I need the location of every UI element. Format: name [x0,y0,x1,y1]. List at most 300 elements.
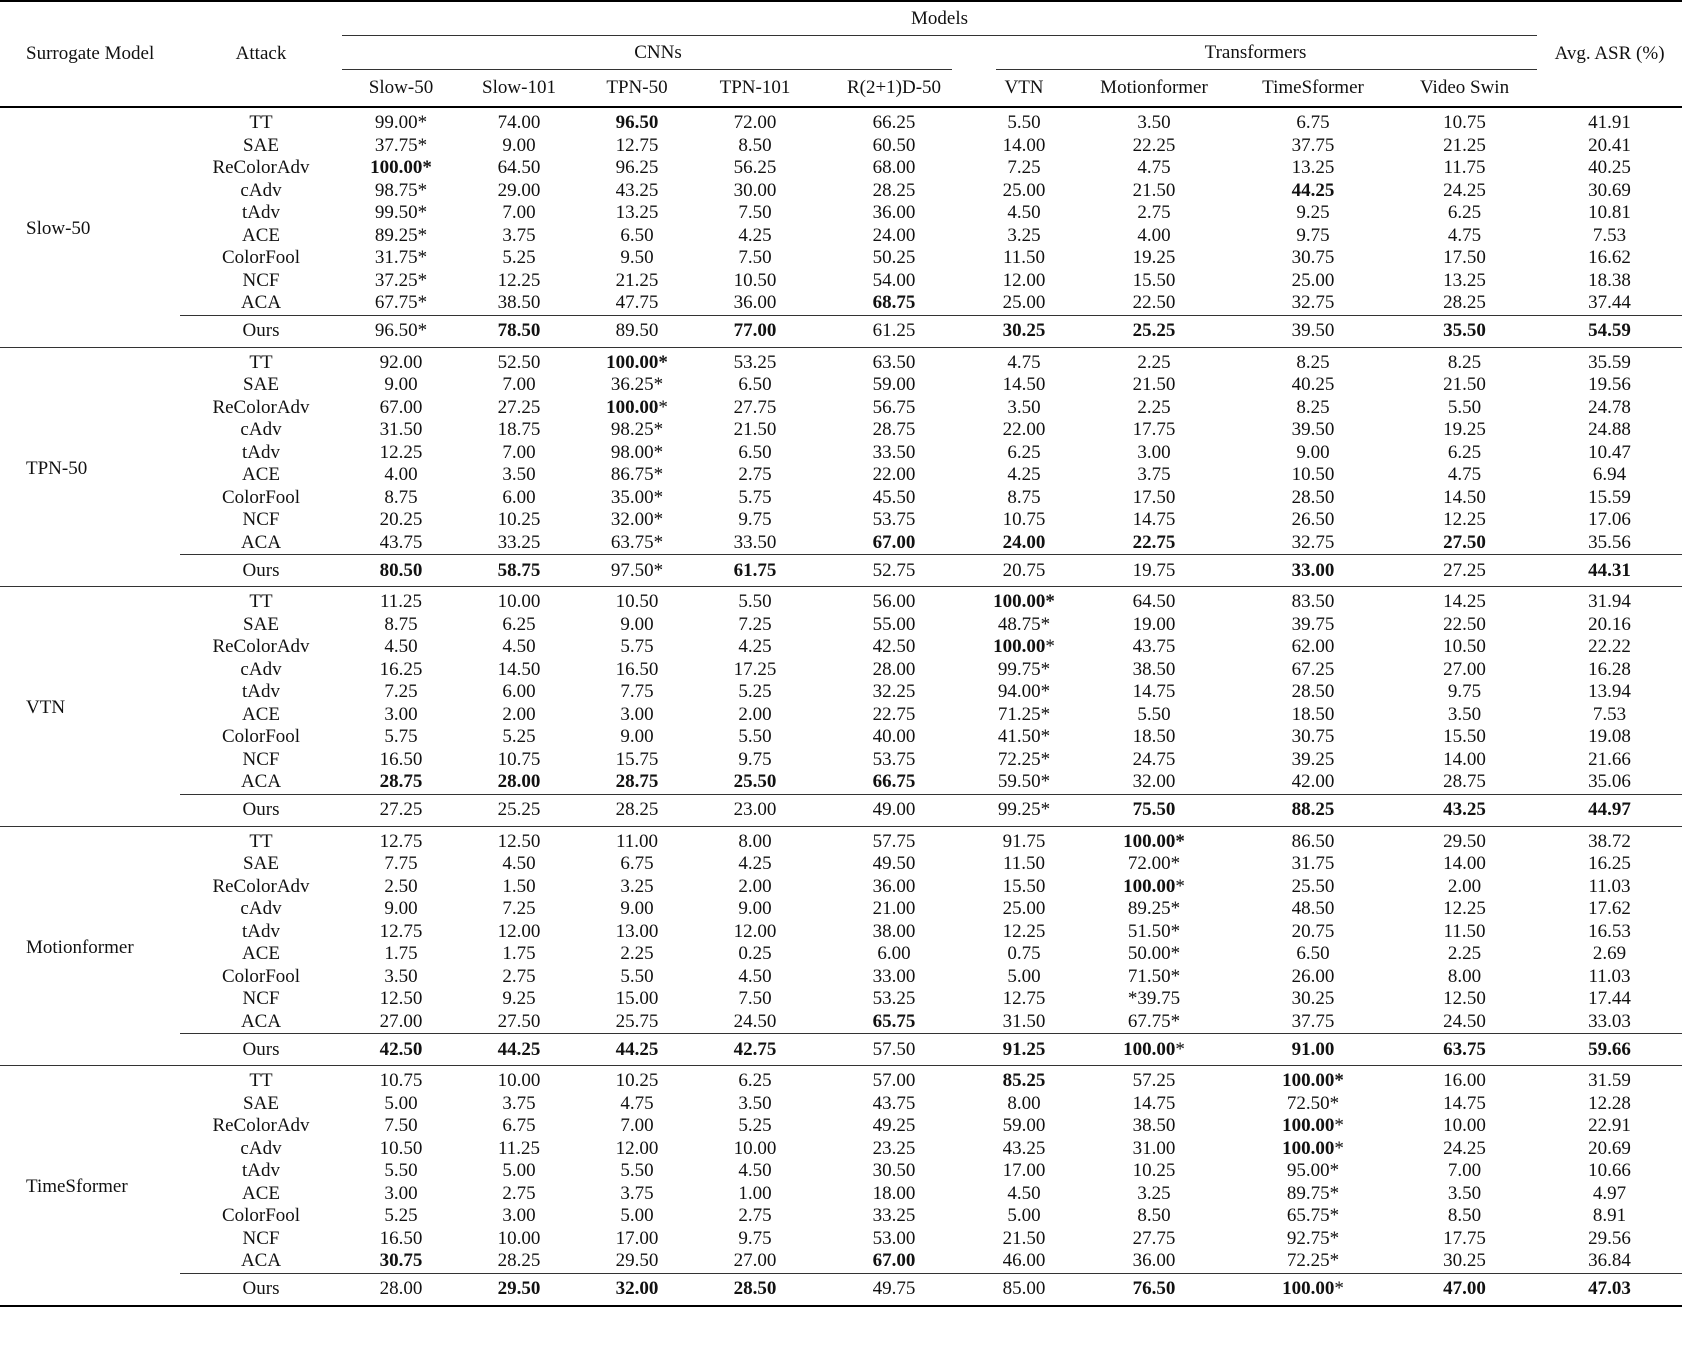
header-models: Models [342,1,1537,36]
asr-cell: 20.75 [974,555,1074,587]
asr-cell: 28.00 [497,771,541,793]
asr-cell: 64.50 [497,157,541,179]
asr-cell: 38.50 [1132,1115,1176,1137]
asr-cell: 98.75* [374,179,428,201]
asterisk-marker: * [1175,875,1185,897]
asr-cell: 10.25 [615,1070,659,1092]
asr-cell: 8.25 [1447,351,1482,373]
table-row [0,1066,1682,1093]
asr-cell: 99.25* [974,794,1074,826]
asr-cell: 15.75 [615,748,659,770]
asr-cell [1074,1034,1234,1066]
asr-cell: 28.25 [578,794,696,826]
table-row [0,442,1682,465]
asr-cell: 32.00 [578,1273,696,1306]
asterisk-marker: * [1334,1278,1344,1299]
asr-cell: 6.50 [738,441,772,463]
asr-cell: 100.00* [1123,830,1185,852]
attack-label: Ours [180,1034,342,1066]
asr-cell: 2.75 [738,1205,772,1227]
asr-cell: 100.00* [370,157,432,179]
asr-cell: 10.25 [497,509,541,531]
asr-cell: 67.25 [1291,658,1335,680]
asr-cell: 3.50 [1007,396,1041,418]
attack-label: tAdv [242,1160,280,1182]
avg-asr-cell: 13.94 [1588,681,1631,703]
asr-cell: 98.00* [610,441,664,463]
asr-cell: 12.75 [615,134,659,156]
table-row [0,1138,1682,1161]
asr-cell: 97.50* [578,555,696,587]
attack-label: cAdv [240,1137,282,1159]
asr-cell: 15.00 [615,988,659,1010]
attack-label: ACA [240,292,282,314]
asr-cell: 12.00 [733,920,777,942]
surrogate-model-label: VTN [0,587,180,827]
asr-cell: 15.50 [1443,726,1486,748]
asr-cell: 10.00 [497,1227,541,1249]
asr-cell: 65.75* [1286,1205,1340,1227]
asr-cell: 31.75* [374,247,428,269]
asr-cell: 94.00* [997,681,1051,703]
asr-cell: 25.25 [460,794,578,826]
asr-cell: 66.75 [872,771,916,793]
asr-cell: 3.50 [1137,112,1171,134]
asr-cell: 10.50 [733,269,777,291]
attack-label: tAdv [242,202,280,224]
asr-cell: 2.75 [502,965,536,987]
asr-cell: 7.00 [1447,1160,1482,1182]
asr-cell: 12.50 [379,988,423,1010]
asr-cell: 100.00* [1282,1070,1344,1092]
attack-label: ACA [240,1250,282,1272]
asr-cell: 5.50 [384,1160,418,1182]
asr-cell: 44.25 [460,1034,578,1066]
table-row [0,826,1682,853]
asr-cell: 8.25 [1296,351,1330,373]
asr-cell: 11.75 [1443,157,1486,179]
asr-cell: 10.50 [1291,464,1335,486]
asr-cell: 6.75 [620,853,654,875]
asr-cell: 13.25 [1291,157,1335,179]
table-row [0,347,1682,374]
table-row [0,107,1682,135]
asr-cell: 46.00 [1002,1250,1046,1272]
asr-cell: 18.75 [497,419,541,441]
asr-cell: 17.75 [1443,1227,1486,1249]
asr-cell: 9.00 [1296,441,1330,463]
asr-cell: 50.25 [872,247,916,269]
asr-cell: 36.00 [733,292,777,314]
asr-cell: 4.75 [1007,351,1041,373]
asr-cell: 5.75 [620,636,654,658]
attack-label: ACE [242,943,280,965]
asr-cell: 28.75 [379,771,423,793]
attack-label: TT [249,1070,273,1092]
asr-cell: 21.25 [1443,134,1486,156]
table-row [0,1205,1682,1228]
asr-cell: 48.75* [997,613,1051,635]
asr-cell: 31.50 [1002,1010,1046,1032]
asr-cell: 39.75 [1291,613,1335,635]
asr-cell: 36.00 [872,875,916,897]
asr-cell: 17.75 [1132,419,1176,441]
asr-cell: 100.00* [606,351,668,373]
asr-cell: 9.75 [1447,681,1482,703]
asr-cell: 57.75 [872,830,916,852]
asr-cell: 5.50 [1447,396,1482,418]
asr-cell: 25.00 [1291,269,1335,291]
asr-cell: 7.75 [620,681,654,703]
asr-cell: 57.00 [872,1070,916,1092]
avg-asr-cell: 31.94 [1588,591,1631,613]
asr-cell: 32.75 [1291,531,1335,553]
asr-cell: 12.75 [379,920,423,942]
asr-cell: 33.00 [872,965,916,987]
asr-cell: 42.50 [872,636,916,658]
asr-cell: 8.50 [738,134,772,156]
attack-label: ReColorAdv [212,396,310,418]
asr-cell: 20.75 [1291,920,1335,942]
asr-cell: 28.25 [497,1250,541,1272]
asr-cell: 27.00 [733,1250,777,1272]
asr-cell: 9.25 [1296,202,1330,224]
asr-cell: 28.75 [1443,771,1486,793]
asr-cell: 14.50 [497,658,541,680]
asr-cell: 5.25 [502,247,536,269]
avg-asr-cell: 54.59 [1537,315,1682,347]
asr-cell: 21.00 [872,898,916,920]
asr-cell: 38.50 [1132,658,1176,680]
asr-cell: 49.75 [814,1273,974,1306]
asterisk-marker: * [1045,636,1055,658]
asr-cell: 63.75 [1392,1034,1537,1066]
attack-label: SAE [243,374,279,396]
asr-cell: 27.00 [379,1010,423,1032]
asr-cell: 16.00 [1443,1070,1486,1092]
avg-asr-cell: 6.94 [1592,464,1627,486]
table-row [0,1183,1682,1206]
asr-cell: 22.00 [872,464,916,486]
attack-label: TT [249,830,273,852]
table-row-ours [0,1273,1682,1306]
asr-cell: 21.50 [1132,374,1176,396]
asr-cell: 3.25 [620,875,654,897]
asr-cell: 98.25* [610,419,664,441]
asr-cell: 5.00 [1007,965,1041,987]
asr-cell: 49.00 [814,794,974,826]
table-row [0,419,1682,442]
asr-cell: 26.50 [1291,509,1335,531]
attack-label: cAdv [240,419,282,441]
asr-cell: 53.75 [872,748,916,770]
asr-cell: 43.75 [1132,636,1176,658]
asr-cell: 16.50 [379,748,423,770]
avg-asr-cell: 12.28 [1588,1092,1631,1114]
table-row [0,853,1682,876]
asr-cell: 5.50 [738,591,772,613]
asr-cell: 64.50 [1132,591,1176,613]
asr-cell: 67.00 [872,1250,916,1272]
header-col-timesformer: TimeSformer [1234,70,1392,107]
asr-cell: 14.00 [1443,853,1486,875]
asr-cell [1234,1273,1392,1306]
attack-label: Ours [180,315,342,347]
table-row [0,247,1682,270]
asr-cell: 32.00 [1132,771,1176,793]
asr-cell: 2.00 [738,703,772,725]
header-cnns: CNNs [342,36,974,70]
table-row [0,943,1682,966]
asr-cell: 4.00 [1137,224,1171,246]
asr-cell: 6.25 [738,1070,772,1092]
asr-cell: 43.25 [1392,794,1537,826]
asr-cell: 6.75 [1296,112,1330,134]
asterisk-marker: * [1334,1137,1344,1159]
attack-label: Ours [180,555,342,587]
table-row [0,1250,1682,1273]
asr-cell: 9.00 [384,898,418,920]
avg-asr-cell: 36.84 [1588,1250,1631,1272]
avg-asr-cell: 35.56 [1588,531,1631,553]
table-row-ours [0,315,1682,347]
attack-label: ACE [242,464,280,486]
asr-cell: 2.25 [620,943,654,965]
attack-label: ACA [240,531,282,553]
asr-cell: 7.25 [1007,157,1041,179]
header-surrogate-model: Surrogate Model [0,1,180,107]
asr-cell: 28.50 [1291,486,1335,508]
asr-cell: 22.75 [1132,531,1176,553]
asr-cell: 56.00 [872,591,916,613]
asr-cell: 30.50 [872,1160,916,1182]
asr-cell: 18.50 [1132,726,1176,748]
asr-cell: 9.00 [384,374,418,396]
asr-cell: 3.00 [1137,441,1171,463]
avg-asr-cell: 19.56 [1588,374,1631,396]
asr-cell: 43.25 [1002,1137,1046,1159]
asr-cell: 66.25 [872,112,916,134]
avg-asr-cell: 41.91 [1588,112,1631,134]
table-row [0,202,1682,225]
asr-cell: 76.50 [1074,1273,1234,1306]
avg-asr-cell: 16.62 [1588,247,1631,269]
asr-cell: 53.75 [872,509,916,531]
asr-cell: 22.50 [1132,292,1176,314]
avg-asr-cell: 37.44 [1588,292,1631,314]
table-row [0,374,1682,397]
asr-cell: 89.75* [1286,1182,1340,1204]
asr-cell: 37.75 [1291,134,1335,156]
asr-cell: 10.75 [379,1070,423,1092]
asr-cell: 92.75* [1286,1227,1340,1249]
asr-cell: 4.00 [384,464,418,486]
asr-cell: 10.50 [379,1137,423,1159]
asr-cell: 27.50 [1443,531,1486,553]
avg-asr-cell: 7.53 [1592,224,1627,246]
asr-cell: 8.50 [1137,1205,1171,1227]
asr-cell: 96.50* [342,315,460,347]
header-col-slow-50: Slow-50 [342,70,460,107]
asr-cell: 12.00 [497,920,541,942]
asr-cell: 53.00 [872,1227,916,1249]
table-row [0,966,1682,989]
asr-cell: 72.25* [997,748,1051,770]
asr-cell: 35.50 [1392,315,1537,347]
avg-asr-cell: 10.66 [1588,1160,1631,1182]
attack-label: Ours [180,794,342,826]
avg-asr-cell: 44.31 [1537,555,1682,587]
asr-cell: 12.25 [1443,898,1486,920]
asr-cell: 27.75 [733,396,777,418]
asr-cell: 27.25 [1392,555,1537,587]
asr-cell: 77.00 [696,315,814,347]
attack-label: ColorFool [221,1205,301,1227]
avg-asr-cell: 24.78 [1588,396,1631,418]
asr-cell: 26.00 [1291,965,1335,987]
asr-cell: 7.50 [738,247,772,269]
asr-cell: 4.50 [738,1160,772,1182]
asr-cell: 12.50 [1443,988,1486,1010]
surrogate-model-label: Slow-50 [0,107,180,347]
asr-cell: 6.50 [620,224,654,246]
table-row [0,292,1682,315]
surrogate-block-tpn-50 [0,347,1682,587]
asr-cell: 49.25 [872,1115,916,1137]
asr-cell: 11.25 [379,591,423,613]
asr-cell: 12.25 [1002,920,1046,942]
table-row [0,464,1682,487]
asr-cell: 33.50 [733,531,777,553]
asr-cell: 5.50 [620,1160,654,1182]
table-header [0,1,1682,107]
attack-label: NCF [242,509,280,531]
asr-cell: 6.25 [1007,441,1041,463]
asr-cell: 3.25 [1137,1182,1171,1204]
asr-cell: 5.00 [1007,1205,1041,1227]
attack-label: ReColorAdv [212,1115,310,1137]
asr-cell: 31.00 [1132,1137,1176,1159]
asr-cell: 6.25 [1447,441,1482,463]
asr-cell: 19.25 [1132,247,1176,269]
asr-cell: 32.00* [610,509,664,531]
table-row [0,532,1682,555]
asr-cell: 91.25 [974,1034,1074,1066]
header-transformers: Transformers [974,36,1537,70]
asr-cell: 83.50 [1291,591,1335,613]
asr-cell: 72.50* [1286,1092,1340,1114]
asr-cell: 5.75 [384,726,418,748]
asr-cell: 36.00 [1132,1250,1176,1272]
avg-asr-cell: 16.53 [1588,920,1631,942]
table-row [0,988,1682,1011]
attack-label: NCF [242,1227,280,1249]
asr-cell: 32.75 [1291,292,1335,314]
asr-cell: 0.75 [1007,943,1041,965]
asr-cell: 23.25 [872,1137,916,1159]
asr-cell: 13.25 [615,202,659,224]
asr-cell: 0.25 [738,943,772,965]
asr-cell: 28.00 [872,658,916,680]
asr-cell: 30.75 [379,1250,423,1272]
asr-cell: 58.75 [460,555,578,587]
asr-cell: 6.25 [502,613,536,635]
asr-cell: 88.25 [1234,794,1392,826]
asr-cell: 25.75 [615,1010,659,1032]
attack-label: ColorFool [221,486,301,508]
asr-cell: 9.75 [738,748,772,770]
asr-cell: 27.25 [342,794,460,826]
asr-cell: 11.50 [1002,247,1046,269]
asr-cell: 38.00 [872,920,916,942]
surrogate-model-label: TimeSformer [0,1066,180,1306]
asr-cell: 2.50 [384,875,418,897]
asr-cell: 2.00 [1447,875,1482,897]
asr-cell: 7.50 [738,988,772,1010]
asr-cell: 2.00 [502,703,536,725]
asr-cell: 96.50 [615,112,659,134]
table-row [0,225,1682,248]
asr-cell: 10.00 [497,1070,541,1092]
asr-cell: 61.75 [696,555,814,587]
asr-cell: 22.50 [1443,613,1486,635]
asr-cell: 80.50 [342,555,460,587]
asr-cell: 9.25 [502,988,536,1010]
asr-cell: 24.75 [1132,748,1176,770]
asr-cell: 72.25* [1286,1250,1340,1272]
asr-cell: 6.50 [1296,943,1330,965]
attack-label: Ours [180,1273,342,1306]
asr-cell: 21.25 [615,269,659,291]
asr-cell: 1.00 [738,1182,772,1204]
header-col-vtn: VTN [974,70,1074,107]
asterisk-marker: * [658,396,668,418]
surrogate-model-label: Motionformer [0,826,180,1066]
asr-cell: 11.00 [615,830,659,852]
table-row [0,749,1682,772]
asr-cell: 7.00 [620,1115,654,1137]
asr-cell: 50.00* [1127,943,1181,965]
attack-label: cAdv [240,898,282,920]
attack-label: TT [249,351,273,373]
table-row [0,397,1682,420]
asr-cell: 52.75 [814,555,974,587]
avg-asr-cell: 20.41 [1588,134,1631,156]
table-row-ours [0,794,1682,826]
asr-cell: 47.00 [1392,1273,1537,1306]
asr-cell: 30.25 [1443,1250,1486,1272]
asr-cell: 30.25 [1291,988,1335,1010]
avg-asr-cell: 59.66 [1537,1034,1682,1066]
asr-cell: 19.75 [1074,555,1234,587]
asr-cell: 4.25 [738,853,772,875]
asr-cell: 86.50 [1291,830,1335,852]
asr-cell: 18.00 [872,1182,916,1204]
avg-asr-cell: 35.06 [1588,771,1631,793]
asr-cell: 24.50 [1443,1010,1486,1032]
header-col-tpn-101: TPN-101 [696,70,814,107]
asr-cell: 56.25 [733,157,777,179]
attack-label: TT [249,591,273,613]
asr-cell: 6.50 [738,374,772,396]
asr-cell: 72.00 [733,112,777,134]
asr-cell: 28.25 [1443,292,1486,314]
asr-cell: 9.50 [620,247,654,269]
asr-cell: 2.75 [1137,202,1171,224]
asr-cell: 1.50 [502,875,536,897]
asr-cell: 36.25* [610,374,664,396]
asr-cell: 12.25 [497,269,541,291]
